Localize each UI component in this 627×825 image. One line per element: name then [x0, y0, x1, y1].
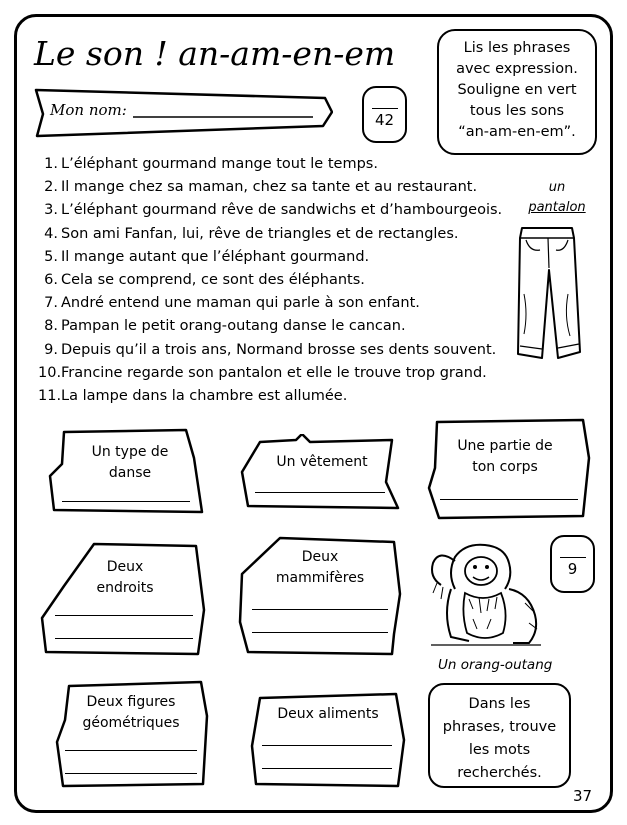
- hint-box: Dans les phrases, trouve les mots recherchés.: [428, 683, 571, 788]
- sentence-item: 9. Depuis qu’il a trois ans, Normand brosse ses dents souvent.: [44, 341, 497, 358]
- answer-line[interactable]: [55, 638, 193, 639]
- score-total: 9: [567, 560, 578, 578]
- sentence-list: [38, 153, 538, 408]
- category-label-body-part: Une partie de ton corps: [457, 438, 553, 475]
- answer-line[interactable]: [65, 773, 197, 774]
- category-box-clothing: [240, 434, 400, 512]
- sentence-item: 3. L’éléphant gourmand rêve de sandwichs et d’hambourgeois.: [44, 202, 503, 219]
- answer-line[interactable]: [262, 768, 392, 769]
- orangutan-icon: [425, 533, 545, 650]
- instruction-line: tous les sons: [469, 103, 565, 119]
- score-box-categories: [550, 535, 595, 593]
- category-label-foods: Deux aliments: [277, 706, 379, 722]
- pants-caption: un pantalon: [528, 180, 586, 215]
- answer-line[interactable]: [252, 632, 388, 633]
- sentence-item: 4. Son ami Fanfan, lui, rêve de triangles et de rectangles.: [44, 225, 459, 242]
- page-number: 37: [573, 787, 593, 805]
- category-label-clothing: Un vêtement: [276, 454, 368, 470]
- score-box-sentences: [362, 86, 407, 143]
- category-label-mammals: Deux mammifères: [275, 549, 365, 586]
- sentence-item: 11.La lampe dans la chambre est allumée.: [38, 388, 348, 405]
- instruction-line: “an-am-en-em”.: [458, 124, 576, 140]
- sentence-item: 7. André entend une maman qui parle à son enfant.: [44, 295, 420, 312]
- orangutan-caption: Un orang-outang: [438, 657, 553, 673]
- answer-line[interactable]: [440, 499, 578, 500]
- instruction-line: Souligne en vert: [457, 82, 577, 98]
- category-label-shapes: Deux figures géométriques: [82, 694, 180, 731]
- answer-line[interactable]: [262, 745, 392, 746]
- sentence-item: 5. Il mange autant que l’éléphant gourmand.: [44, 248, 370, 265]
- sentence-item: 8. Pampan le petit orang-outang danse le cancan.: [44, 318, 406, 335]
- sentence-item: 2. Il mange chez sa maman, chez sa tante et au restaurant.: [44, 179, 478, 196]
- name-label: Mon nom:: [50, 101, 127, 119]
- instruction-box: [437, 29, 597, 155]
- answer-line[interactable]: [62, 501, 190, 502]
- pants-icon: [512, 224, 584, 362]
- answer-line[interactable]: [55, 615, 193, 616]
- answer-line[interactable]: [65, 750, 197, 751]
- instruction-line: avec expression.: [456, 61, 578, 77]
- score-blank[interactable]: [372, 108, 398, 109]
- category-label-dance: Un type de danse: [91, 444, 169, 481]
- score-total: 42: [374, 111, 395, 129]
- answer-line[interactable]: [252, 609, 388, 610]
- score-blank[interactable]: [560, 557, 586, 558]
- sentence-item: 1. L’éléphant gourmand mange tout le temps.: [44, 156, 378, 172]
- page-title: Le son ! an-am-en-em: [34, 34, 396, 73]
- instruction-line: Lis les phrases: [463, 40, 571, 56]
- category-label-places: Deux endroits: [96, 559, 154, 596]
- sentence-item: 10.Francine regarde son pantalon et elle le trouve trop grand.: [38, 364, 487, 381]
- answer-line[interactable]: [255, 492, 385, 493]
- sentence-item: 6. Cela se comprend, ce sont des éléphants.: [44, 272, 365, 289]
